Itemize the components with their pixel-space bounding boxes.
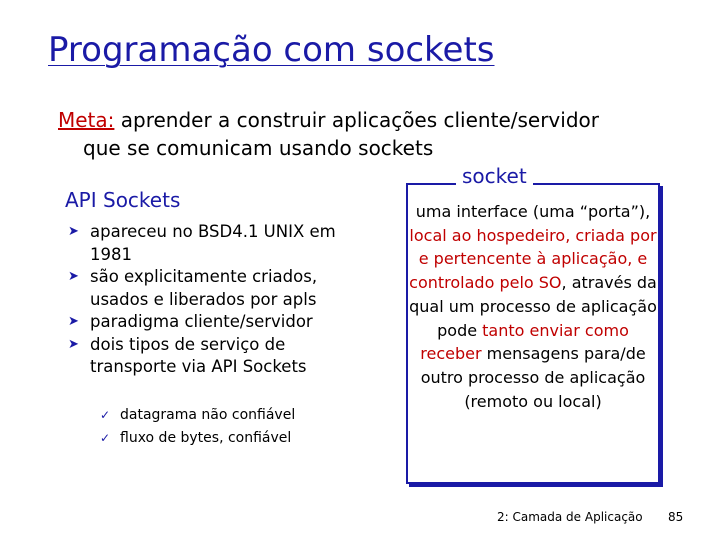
arrow-bullet-icon: ➤	[68, 269, 79, 284]
sub-bullet-text: fluxo de bytes, confiável	[120, 430, 292, 446]
meta-line1: aprender a construir aplicações cliente/servidor	[114, 108, 599, 132]
socket-box-label: socket	[456, 164, 533, 188]
list-item	[68, 311, 358, 334]
check-icon: ✓	[100, 431, 111, 445]
list-item	[68, 266, 358, 311]
bullet-text: são explicitamente criados, usados e liberados por apls	[90, 267, 318, 309]
arrow-bullet-icon: ➤	[68, 224, 79, 239]
socket-text-part: , através da qual um processo de aplicação pode	[409, 273, 657, 340]
check-icon: ✓	[100, 408, 111, 422]
list-item	[68, 221, 358, 266]
meta-paragraph	[58, 106, 599, 162]
sub-bullet-list	[100, 404, 295, 450]
arrow-bullet-icon: ➤	[68, 336, 79, 352]
api-bullet-list	[68, 221, 358, 379]
meta-line2: que se comunicam usando sockets	[83, 136, 434, 160]
socket-text-part: uma interface (uma “porta”),	[415, 202, 651, 221]
socket-definition-text	[408, 200, 658, 413]
arrow-bullet-icon: ➤	[68, 314, 79, 329]
socket-text-highlight: tanto enviar como receber	[420, 320, 629, 364]
meta-label: Meta:	[58, 108, 115, 132]
list-item	[100, 404, 295, 427]
list-item	[100, 427, 295, 450]
sub-bullet-text: datagrama não confiável	[120, 407, 296, 423]
slide-title: Programação com sockets	[48, 30, 495, 70]
api-sockets-heading: API Sockets	[65, 188, 181, 212]
socket-text-part: mensagens para/de outro processo de aplicação (remoto ou local)	[420, 344, 646, 411]
list-item	[68, 334, 358, 379]
bullet-text: dois tipos de serviço de transporte via API Sockets	[90, 334, 307, 376]
footer-chapter-label: 2: Camada de Aplicação	[497, 510, 643, 524]
bullet-text: paradigma cliente/servidor	[90, 312, 313, 331]
bullet-text: apareceu no BSD4.1 UNIX em 1981	[90, 222, 336, 264]
page-number: 85	[668, 510, 684, 524]
socket-text-highlight: local ao hospedeiro, criada por e pertencente à aplicação, e controlado pelo SO	[409, 225, 657, 293]
